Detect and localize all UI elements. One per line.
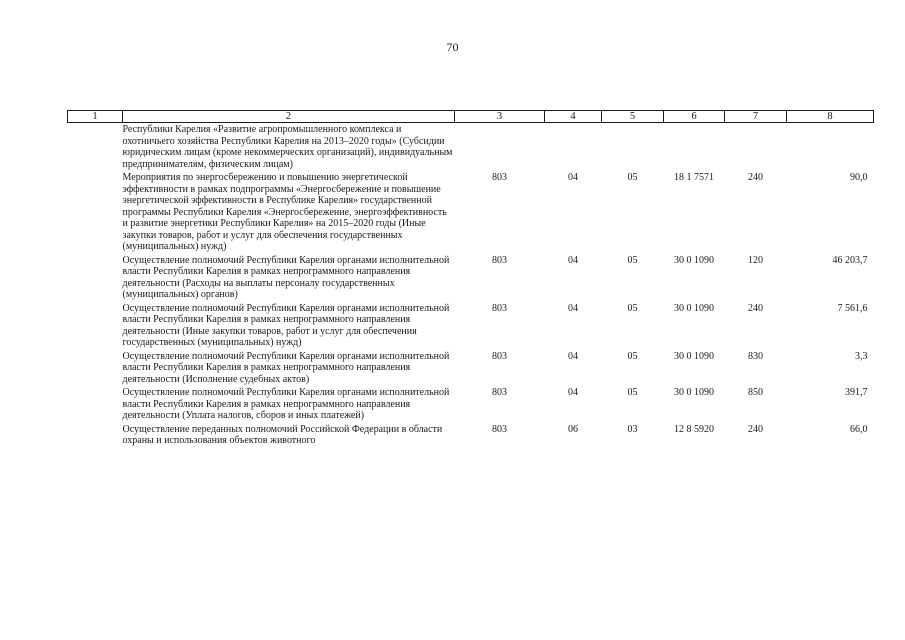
cell-expense-type: 830 [748, 350, 763, 362]
cell-ministry: 803 [492, 423, 507, 435]
table-row [68, 303, 874, 351]
row-description: Мероприятия по энергосбережению и повышению энергетической эффективности в рамках подпрограммы «Энергосбережение и повышение энергетической эффективности в Республике Карелия» государственной программы Республики Карелия «Энергосбережение, энергоэффективность и развитие энергетики Республики Карелия» на 2015–2020 годы (Иные закупки товаров, работ и услуг для обеспечения государственных (муниципальных) нужд) [122, 172, 447, 252]
table-row [68, 123, 874, 173]
cell-amount: 66,0 [850, 423, 868, 435]
cell-subsection: 03 [627, 423, 638, 435]
cell-amount: 3,3 [855, 350, 868, 362]
cell-ministry: 803 [492, 350, 507, 362]
column-header: 8 [787, 111, 874, 123]
cell-section: 04 [568, 350, 578, 362]
cell-subsection: 05 [627, 387, 638, 398]
cell-amount: 7 561,6 [837, 302, 868, 314]
table-row [68, 255, 874, 303]
cell-target: 30 0 1090 [674, 254, 714, 266]
cell-amount [787, 123, 874, 173]
cell-expense-type: 850 [748, 387, 763, 398]
cell-amount: 90,0 [850, 172, 868, 183]
table-row [68, 351, 874, 388]
cell-ministry: 803 [492, 172, 507, 183]
column-header: 7 [725, 111, 787, 123]
column-header: 6 [664, 111, 725, 123]
cell-amount: 391,7 [845, 387, 868, 398]
cell-target: 18 1 7571 [674, 172, 714, 183]
column-header: 3 [455, 111, 545, 123]
cell-subsection: 05 [627, 350, 638, 362]
table-body [68, 123, 874, 449]
table-row [68, 424, 874, 449]
row-description: Республики Карелия «Развитие агропромышленного комплекса и охотничьего хозяйства Республики Карелия на 2013–2020 годы» (Субсидии юридическим лицам (кроме некоммерческих организаций), индивидуальным предпринимателям, физическим лицам) [122, 124, 453, 170]
cell-expense-type [725, 123, 787, 173]
row-description: Осуществление полномочий Республики Карелия органами исполнительной власти Республики Карелия в рамках непрограммного направления деятельности (Уплата налогов, сборов и иных платежей) [122, 387, 450, 421]
budget-table [67, 110, 874, 449]
cell-target: 30 0 1090 [674, 387, 714, 398]
cell-subsection: 05 [627, 254, 638, 266]
table-row [68, 172, 874, 255]
cell-target: 12 8 5920 [674, 423, 714, 435]
cell-expense-type: 240 [748, 302, 763, 314]
cell-subsection: 05 [627, 302, 638, 314]
cell-expense-type: 120 [748, 254, 763, 266]
page-number: 70 [446, 40, 459, 54]
cell-ministry: 803 [492, 302, 507, 314]
table-row [68, 387, 874, 424]
cell-expense-type: 240 [748, 172, 763, 183]
cell-target: 30 0 1090 [674, 350, 714, 362]
column-header: 2 [123, 111, 455, 123]
table-header [68, 111, 874, 123]
column-header: 5 [602, 111, 664, 123]
cell-section: 04 [568, 387, 578, 398]
cell-target: 30 0 1090 [674, 302, 714, 314]
row-description: Осуществление полномочий Республики Карелия органами исполнительной власти Республики Карелия в рамках непрограммного направления деятельности (Расходы на выплаты персоналу государственных (муниципальных) органов) [122, 254, 450, 300]
cell-subsection [602, 123, 664, 173]
row-description: Осуществление переданных полномочий Российской Федерации в области охраны и использования объектов животного [122, 423, 443, 446]
cell-ministry: 803 [492, 254, 507, 266]
row-description: Осуществление полномочий Республики Карелия органами исполнительной власти Республики Карелия в рамках непрограммного направления деятельности (Иные закупки товаров, работ и услуг для обеспечения государственных (муниципальных) нужд) [122, 302, 450, 348]
column-header: 4 [545, 111, 602, 123]
row-description: Осуществление полномочий Республики Карелия органами исполнительной власти Республики Карелия в рамках непрограммного направления деятельности (Исполнение судебных актов) [122, 350, 450, 385]
cell-target [664, 123, 725, 173]
cell-section: 04 [568, 172, 578, 183]
cell-expense-type: 240 [748, 423, 763, 435]
cell-section: 04 [568, 302, 578, 314]
cell-ministry: 803 [492, 387, 507, 398]
cell-section [545, 123, 602, 173]
header-row [68, 111, 874, 123]
cell-amount: 46 203,7 [832, 254, 868, 266]
cell-section: 04 [568, 254, 578, 266]
cell-section: 06 [568, 423, 578, 435]
column-header: 1 [68, 111, 123, 123]
cell-subsection: 05 [627, 172, 638, 183]
cell-ministry [455, 123, 545, 173]
